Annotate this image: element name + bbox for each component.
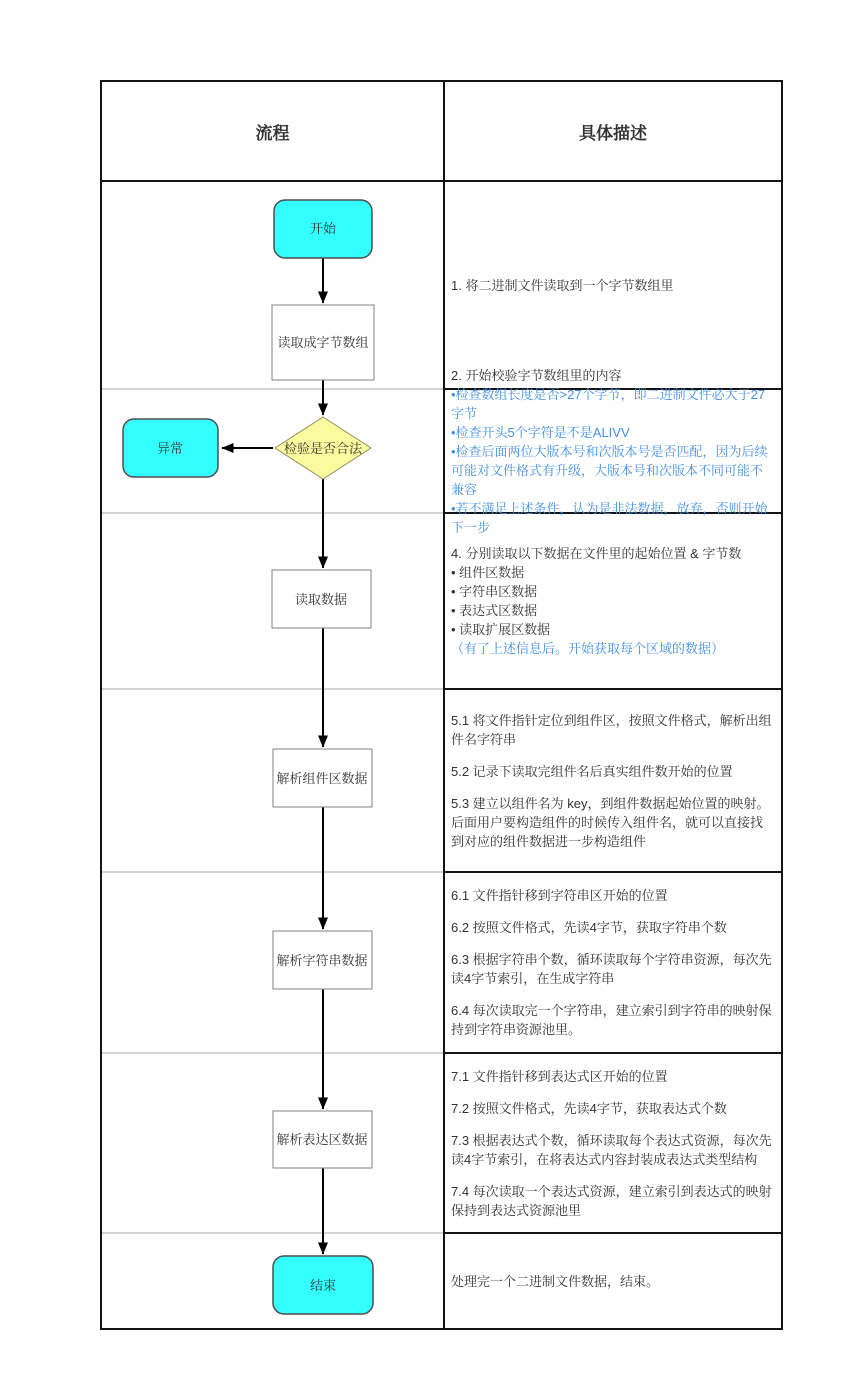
svg-text:异常: 异常 [156, 441, 184, 456]
description-column-header: 具体描述 [445, 82, 781, 182]
flow-node-validate [275, 417, 371, 479]
step4-paragraph: 5.2 记录下读取完组件名后真实组件数开始的位置 [451, 763, 733, 779]
svg-text:读取数据: 读取数据 [294, 592, 348, 607]
description-step-3 [445, 514, 781, 690]
step2-bullet: •检查开头5个字符是不是ALIVV [451, 424, 630, 440]
flow-node-parse-expression [273, 1111, 372, 1168]
step6-paragraph: 7.4 每次读取一个表达式资源，建立索引到表达式的映射保持到表达式资源池里 [451, 1183, 772, 1218]
step5-paragraph: 6.3 根据字符串个数，循环读取每个字符串资源，每次先读4字节索引，在生成字符串 [451, 952, 772, 986]
flow-node-parse-string [273, 931, 372, 989]
step6-paragraph: 7.2 按照文件格式，先读4字节，获取表达式个数 [451, 1100, 727, 1116]
flow-node-read-data [272, 570, 371, 628]
step6-paragraph: 7.1 文件指针移到表达式区开始的位置 [451, 1068, 668, 1084]
svg-text:检验是否合法: 检验是否合法 [283, 441, 363, 456]
process-table [100, 80, 783, 1330]
svg-text:结束: 结束 [309, 1278, 337, 1293]
svg-text:解析字符串数据: 解析字符串数据 [276, 953, 368, 968]
flow-node-parse-component [273, 749, 372, 807]
step3-line: • 字符串区数据 [451, 584, 538, 599]
step7-text: 处理完一个二进制文件数据，结束。 [451, 1273, 660, 1289]
flow-node-start [274, 200, 372, 258]
flow-node-read-bytes [272, 305, 374, 380]
description-step-1 [445, 182, 781, 390]
step3-line: • 读取扩展区数据 [451, 622, 551, 637]
flow-node-end [273, 1256, 373, 1314]
svg-text:解析表达区数据: 解析表达区数据 [276, 1132, 368, 1147]
description-step-6 [445, 1054, 781, 1234]
step4-paragraph: 5.3 建立以组件名为 key，到组件数据起始位置的映射。后面用户要构造组件的时候传入组件名，就可以直接找到对应的组件数据进一步构造组件 [451, 795, 770, 849]
svg-text:解析组件区数据: 解析组件区数据 [276, 771, 368, 786]
description-step-4 [445, 690, 781, 873]
step5-paragraph: 6.4 每次读取完一个字符串，建立索引到字符串的映射保持到字符串资源池里。 [451, 1003, 772, 1037]
step3-line: • 表达式区数据 [451, 603, 538, 618]
step2-bullet: •检查数组长度是否>27个字节，即二进制文件必大于27字节 [451, 386, 766, 421]
process-column-header: 流程 [102, 82, 443, 182]
description-column [443, 82, 781, 1328]
step2-bullet: •若不满足上述条件，认为是非法数据，放弃，否则开始下一步 [451, 500, 768, 535]
step1-text: 1. 将二进制文件读取到一个字节数组里 [451, 277, 674, 293]
step6-paragraph: 7.3 根据表达式个数，循环读取每个表达式资源，每次先读4字节索引，在将表达式内容封装成表达式类型结构 [451, 1132, 772, 1167]
step2-bullet: •检查后面两位大版本号和次版本号是否匹配，因为后续可能对文件格式有升级，大版本号和次版本不同可能不兼容 [451, 443, 768, 497]
step2-title: 2. 开始校验字节数组里的内容 [451, 367, 622, 383]
svg-text:开始: 开始 [309, 221, 337, 236]
step3-line: 4. 分别读取以下数据在文件里的起始位置 & 字节数 [451, 546, 742, 561]
step3-note: （有了上述信息后。开始获取每个区域的数据） [451, 641, 725, 656]
flowchart [102, 82, 443, 1328]
step3-line: • 组件区数据 [451, 565, 525, 580]
description-step-5 [445, 873, 781, 1054]
description-step-2 [445, 367, 781, 535]
step5-paragraph: 6.1 文件指针移到字符串区开始的位置 [451, 888, 668, 903]
step4-paragraph: 5.1 将文件指针定位到组件区，按照文件格式，解析出组件名字符串 [451, 712, 772, 747]
step5-paragraph: 6.2 按照文件格式，先读4字节，获取字符串个数 [451, 920, 727, 935]
process-column [102, 82, 443, 1328]
description-step-7 [445, 1234, 781, 1328]
svg-text:读取成字节数组: 读取成字节数组 [277, 335, 369, 350]
flow-node-exception [123, 419, 218, 477]
